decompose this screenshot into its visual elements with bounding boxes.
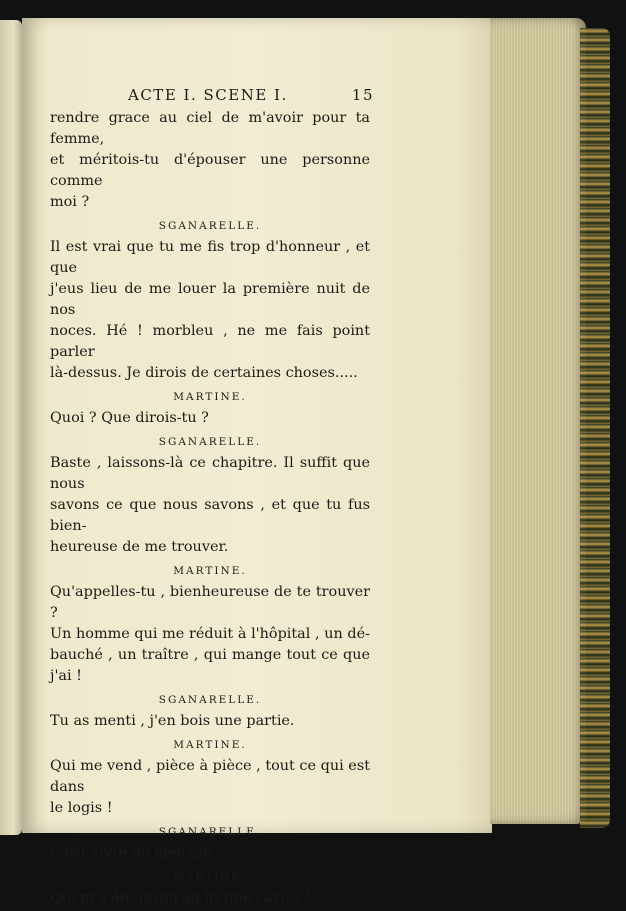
speech-block [50, 108, 370, 213]
speaker-name: MARTINE. [173, 391, 247, 403]
text-line: Il est vrai que tu me fis trop d'honneur , et que [50, 239, 370, 276]
text-line: Tu as menti , j'en bois une partie. [50, 713, 295, 729]
text-line: Baste , laissons-là ce chapitre. Il suffit que nous [50, 455, 370, 492]
text-line: C'est vivre de ménage. [50, 845, 217, 861]
speaker-name: MARTINE. [173, 565, 247, 577]
text-line: Qui me vend , pièce à pièce , tout ce qui est dans [50, 758, 370, 795]
text-line: moi ? [50, 194, 90, 210]
speech-block [50, 843, 370, 864]
text-line: Qui m'a ôté jusqu'au lit que j'avois ! [50, 890, 312, 906]
text-line: le logis ! [50, 800, 113, 816]
running-head-title: ACTE I. SCENE I. [128, 86, 288, 104]
text-line: Un homme qui me réduit à l'hôpital , un dé- [50, 626, 370, 642]
book-cover-edge [580, 28, 610, 828]
speaker-name: SGANARELLE. [158, 826, 262, 838]
text-line: et méritois-tu d'épouser une personne comme [50, 152, 370, 189]
speaker-name: SGANARELLE. [158, 220, 262, 232]
page-number: 15 [351, 86, 374, 104]
page-block-fore-edge [490, 18, 586, 824]
speech-block [50, 408, 370, 429]
text-line: bauché , un traître , qui mange tout ce que j'ai ! [50, 647, 370, 684]
speech-block [50, 756, 370, 819]
speech-block [50, 888, 370, 909]
text-line: là-dessus. Je dirois de certaines choses..... [50, 365, 358, 381]
speech-block [50, 711, 370, 732]
facing-page-edge [0, 20, 22, 835]
speaker-name: SGANARELLE. [158, 694, 262, 706]
running-head [128, 86, 374, 104]
text-line: heureuse de me trouver. [50, 539, 229, 555]
speaker-name: SGANARELLE. [158, 436, 262, 448]
speaker-name: MARTINE. [173, 739, 247, 751]
text-line: j'eus lieu de me louer la première nuit de nos [50, 281, 370, 318]
speaker-name: MARTINE. [173, 871, 247, 883]
text-line: savons ce que nous savons , et que tu fus bien- [50, 497, 370, 534]
speech-block [50, 237, 370, 384]
speech-block [50, 582, 370, 687]
text-line: noces. Hé ! morbleu , ne me fais point parler [50, 323, 370, 360]
text-line: Quoi ? Que dirois-tu ? [50, 410, 209, 426]
speech-block [50, 453, 370, 558]
text-line: Qu'appelles-tu , bienheureuse de te trouver ? [50, 584, 370, 621]
text-line: rendre grace au ciel de m'avoir pour ta femme, [50, 110, 370, 147]
dialogue-text [50, 108, 370, 911]
